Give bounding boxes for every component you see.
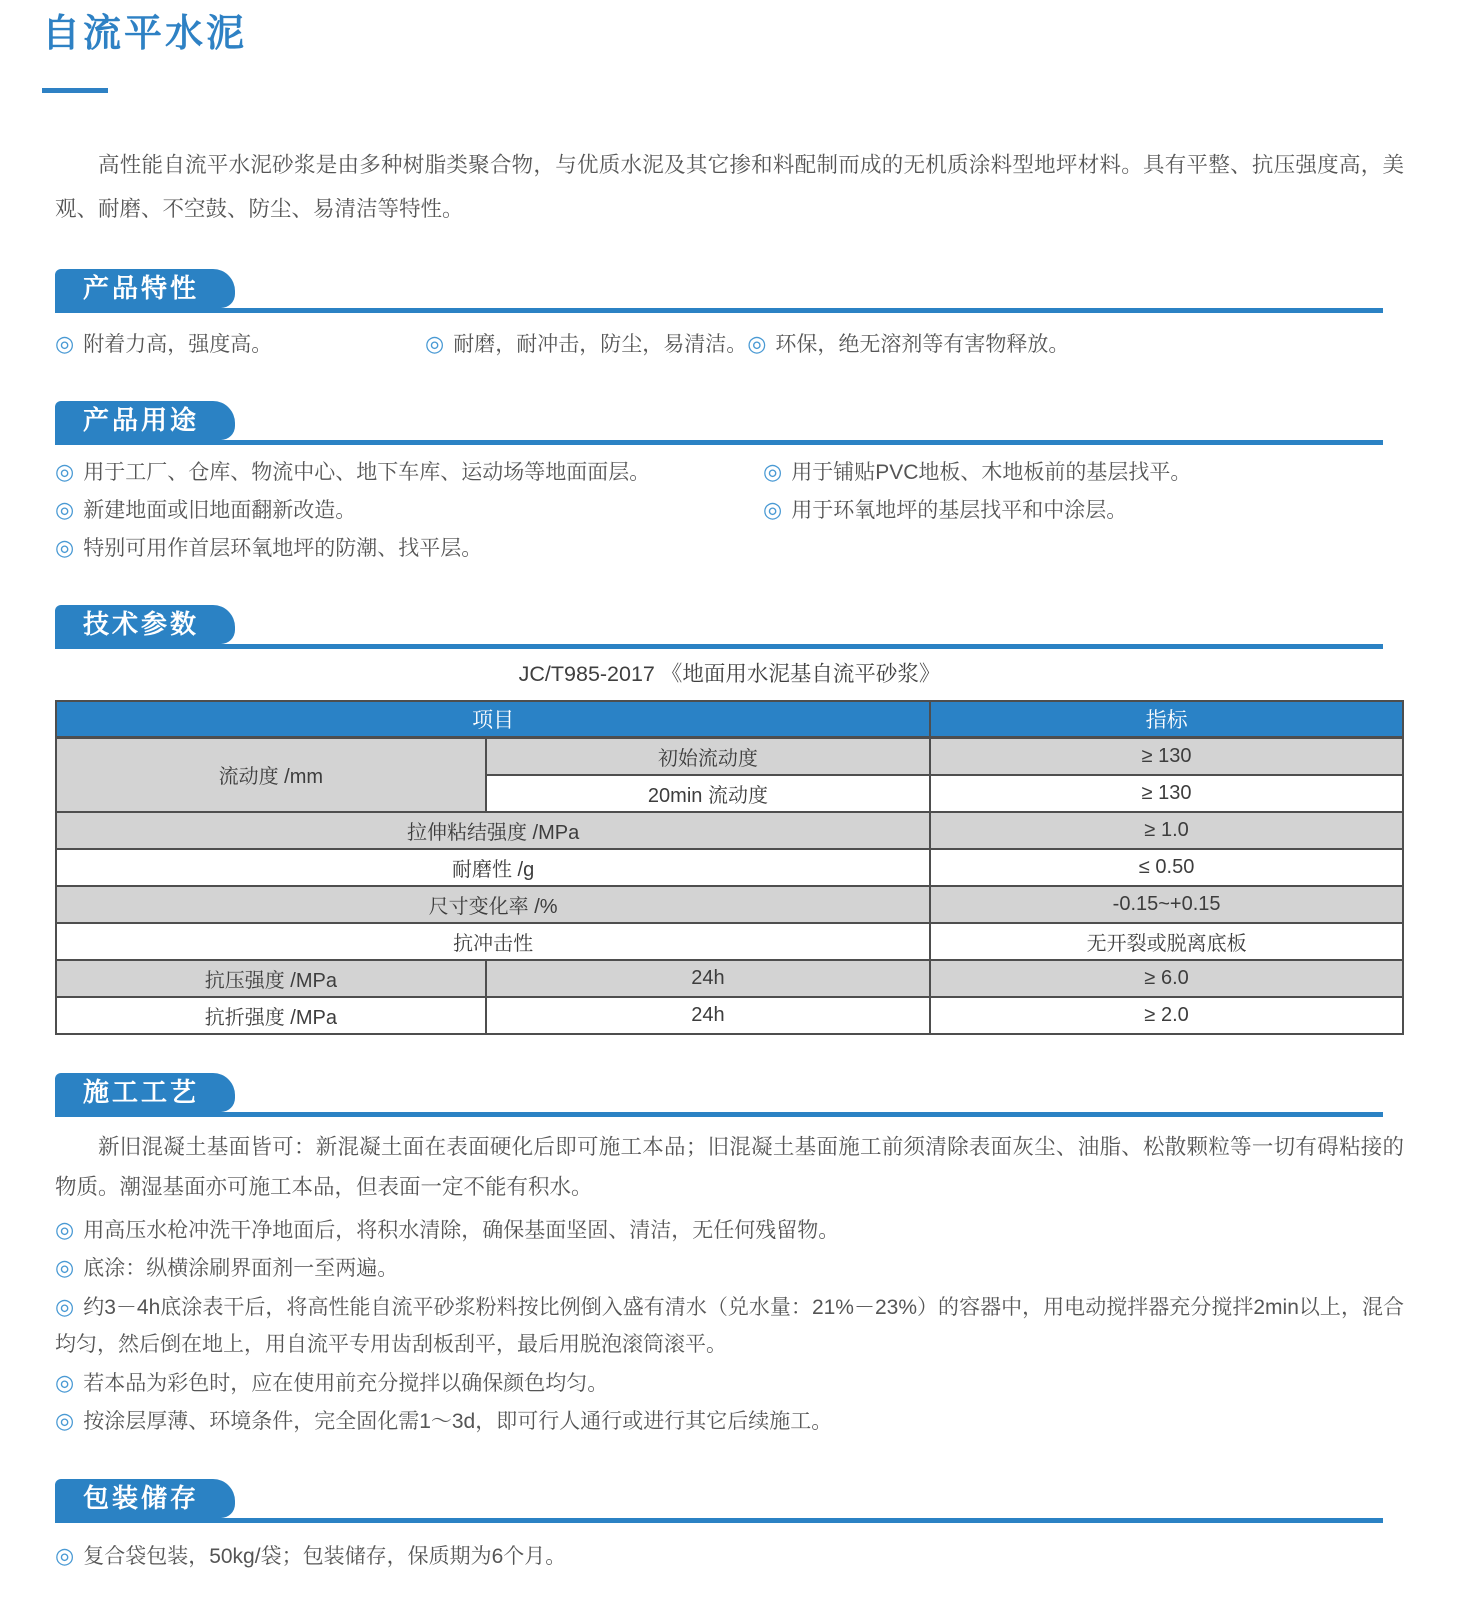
section-header-packaging — [55, 1479, 1383, 1523]
section-header-specs — [55, 605, 1383, 649]
list-item — [55, 325, 425, 363]
uses-columns — [55, 453, 1404, 567]
bullet-icon: ◎ — [55, 1293, 75, 1319]
spec-row — [56, 812, 1403, 849]
list-item-text: 用于铺贴PVC地板、木地板前的基层找平。 — [791, 460, 1192, 484]
list-item — [55, 1211, 1404, 1250]
section-badge-uses: 产品用途 — [55, 401, 235, 440]
spec-cell: 初始流动度 — [486, 738, 931, 775]
uses-list-left — [55, 453, 763, 567]
bullet-icon: ◎ — [55, 496, 75, 522]
title-rule — [42, 88, 108, 93]
section-badge-packaging: 包装储存 — [55, 1479, 235, 1518]
bullet-icon: ◎ — [55, 1408, 75, 1434]
list-item — [763, 491, 1404, 529]
spec-header-item: 项目 — [56, 701, 930, 738]
list-item — [55, 1249, 1404, 1288]
feature-list — [55, 325, 1404, 363]
spec-cell: 流动度 /mm — [56, 738, 486, 812]
packaging-list — [55, 1537, 1404, 1575]
spec-cell: 20min 流动度 — [486, 775, 931, 812]
spec-cell: ≥ 130 — [930, 775, 1403, 812]
list-item-text: 约3－4h底涂表干后，将高性能自流平砂浆粉料按比例倒入盛有清水（兑水量：21%－23%）的容器中，用电动搅拌器充分搅拌2min以上，混合均匀，然后倒在地上，用自流平专用齿刮板刮平，最后用脱泡滚筒滚平。 — [55, 1295, 1404, 1357]
bullet-icon: ◎ — [55, 458, 75, 484]
page-title: 自流平水泥 — [42, 13, 248, 55]
list-item-text: 底涂：纵横涂刷界面剂一至两遍。 — [83, 1257, 399, 1281]
spec-row — [56, 886, 1403, 923]
spec-row — [56, 960, 1403, 997]
spec-cell: 24h — [486, 960, 931, 997]
list-item — [55, 1288, 1404, 1364]
spec-cell: 抗折强度 /MPa — [56, 997, 486, 1034]
spec-row — [56, 923, 1403, 960]
bullet-icon: ◎ — [747, 330, 767, 356]
list-item — [55, 1364, 1404, 1403]
list-item — [55, 453, 763, 491]
list-item-text: 按涂层厚薄、环境条件，完全固化需1～3d，即可行人通行或进行其它后续施工。 — [83, 1410, 833, 1434]
spec-row — [56, 738, 1403, 775]
standard-caption: JC/T985-2017 《地面用水泥基自流平砂浆》 — [518, 661, 941, 686]
document-body — [55, 143, 1404, 1575]
list-item-text: 附着力高，强度高。 — [83, 332, 273, 356]
spec-cell: ≥ 2.0 — [930, 997, 1403, 1034]
spec-cell: 耐磨性 /g — [56, 849, 930, 886]
list-item-text: 复合袋包装，50kg/袋；包装储存，保质期为6个月。 — [83, 1544, 567, 1568]
spec-cell: ≥ 1.0 — [930, 812, 1403, 849]
bullet-icon: ◎ — [55, 330, 75, 356]
spec-header-index: 指标 — [930, 701, 1403, 738]
section-badge-features: 产品特性 — [55, 269, 235, 308]
spec-row — [56, 997, 1403, 1034]
section-header-features — [55, 269, 1383, 313]
list-item-text: 特别可用作首层环氧地坪的防潮、找平层。 — [83, 536, 483, 560]
list-item-text: 若本品为彩色时，应在使用前充分搅拌以确保颜色均匀。 — [83, 1371, 609, 1395]
spec-cell: -0.15~+0.15 — [930, 886, 1403, 923]
list-item-text: 用于工厂、仓库、物流中心、地下车库、运动场等地面面层。 — [83, 460, 651, 484]
list-item — [425, 325, 747, 363]
list-item — [55, 1537, 1404, 1575]
list-item — [747, 325, 1069, 363]
intro-paragraph: 高性能自流平水泥砂浆是由多种树脂类聚合物，与优质水泥及其它掺和料配制而成的无机质涂料型地坪材料。具有平整、抗压强度高，美观、耐磨、不空鼓、防尘、易清洁等特性。 — [55, 152, 1404, 221]
bullet-icon: ◎ — [55, 1216, 75, 1242]
spec-cell: ≤ 0.50 — [930, 849, 1403, 886]
section-badge-specs: 技术参数 — [55, 605, 235, 644]
section-badge-process: 施工工艺 — [55, 1073, 235, 1112]
spec-table — [55, 700, 1404, 1035]
bullet-icon: ◎ — [425, 330, 445, 356]
list-item — [55, 491, 763, 529]
bullet-icon: ◎ — [55, 534, 75, 560]
list-item-text: 用高压水枪冲洗干净地面后，将积水清除，确保基面坚固、清洁，无任何残留物。 — [83, 1218, 840, 1242]
spec-cell: ≥ 6.0 — [930, 960, 1403, 997]
title-block — [42, 0, 1459, 93]
spec-cell: 抗冲击性 — [56, 923, 930, 960]
bullet-icon: ◎ — [763, 458, 783, 484]
section-header-uses — [55, 401, 1383, 445]
spec-cell: 抗压强度 /MPa — [56, 960, 486, 997]
uses-list-right — [763, 453, 1404, 567]
bullet-icon: ◎ — [55, 1369, 75, 1395]
list-item-text: 环保，绝无溶剂等有害物释放。 — [775, 332, 1070, 356]
spec-cell: ≥ 130 — [930, 738, 1403, 775]
process-list — [55, 1211, 1404, 1441]
list-item — [55, 529, 763, 567]
list-item — [763, 453, 1404, 491]
spec-row — [56, 849, 1403, 886]
spec-cell: 无开裂或脱离底板 — [930, 923, 1403, 960]
list-item — [55, 1402, 1404, 1441]
spec-cell: 尺寸变化率 /% — [56, 886, 930, 923]
process-paragraph: 新旧混凝土基面皆可：新混凝土面在表面硬化后即可施工本品；旧混凝土基面施工前须清除表面灰尘、油脂、松散颗粒等一切有碍粘接的物质。潮湿基面亦可施工本品，但表面一定不能有积水。 — [55, 1134, 1404, 1199]
spec-cell: 24h — [486, 997, 931, 1034]
bullet-icon: ◎ — [55, 1542, 75, 1568]
spec-cell: 拉伸粘结强度 /MPa — [56, 812, 930, 849]
bullet-icon: ◎ — [763, 496, 783, 522]
bullet-icon: ◎ — [55, 1255, 75, 1281]
list-item-text: 新建地面或旧地面翻新改造。 — [83, 498, 357, 522]
list-item-text: 耐磨，耐冲击，防尘，易清洁。 — [453, 332, 748, 356]
section-header-process — [55, 1073, 1383, 1117]
list-item-text: 用于环氧地坪的基层找平和中涂层。 — [791, 498, 1128, 522]
spec-header-row — [56, 701, 1403, 738]
